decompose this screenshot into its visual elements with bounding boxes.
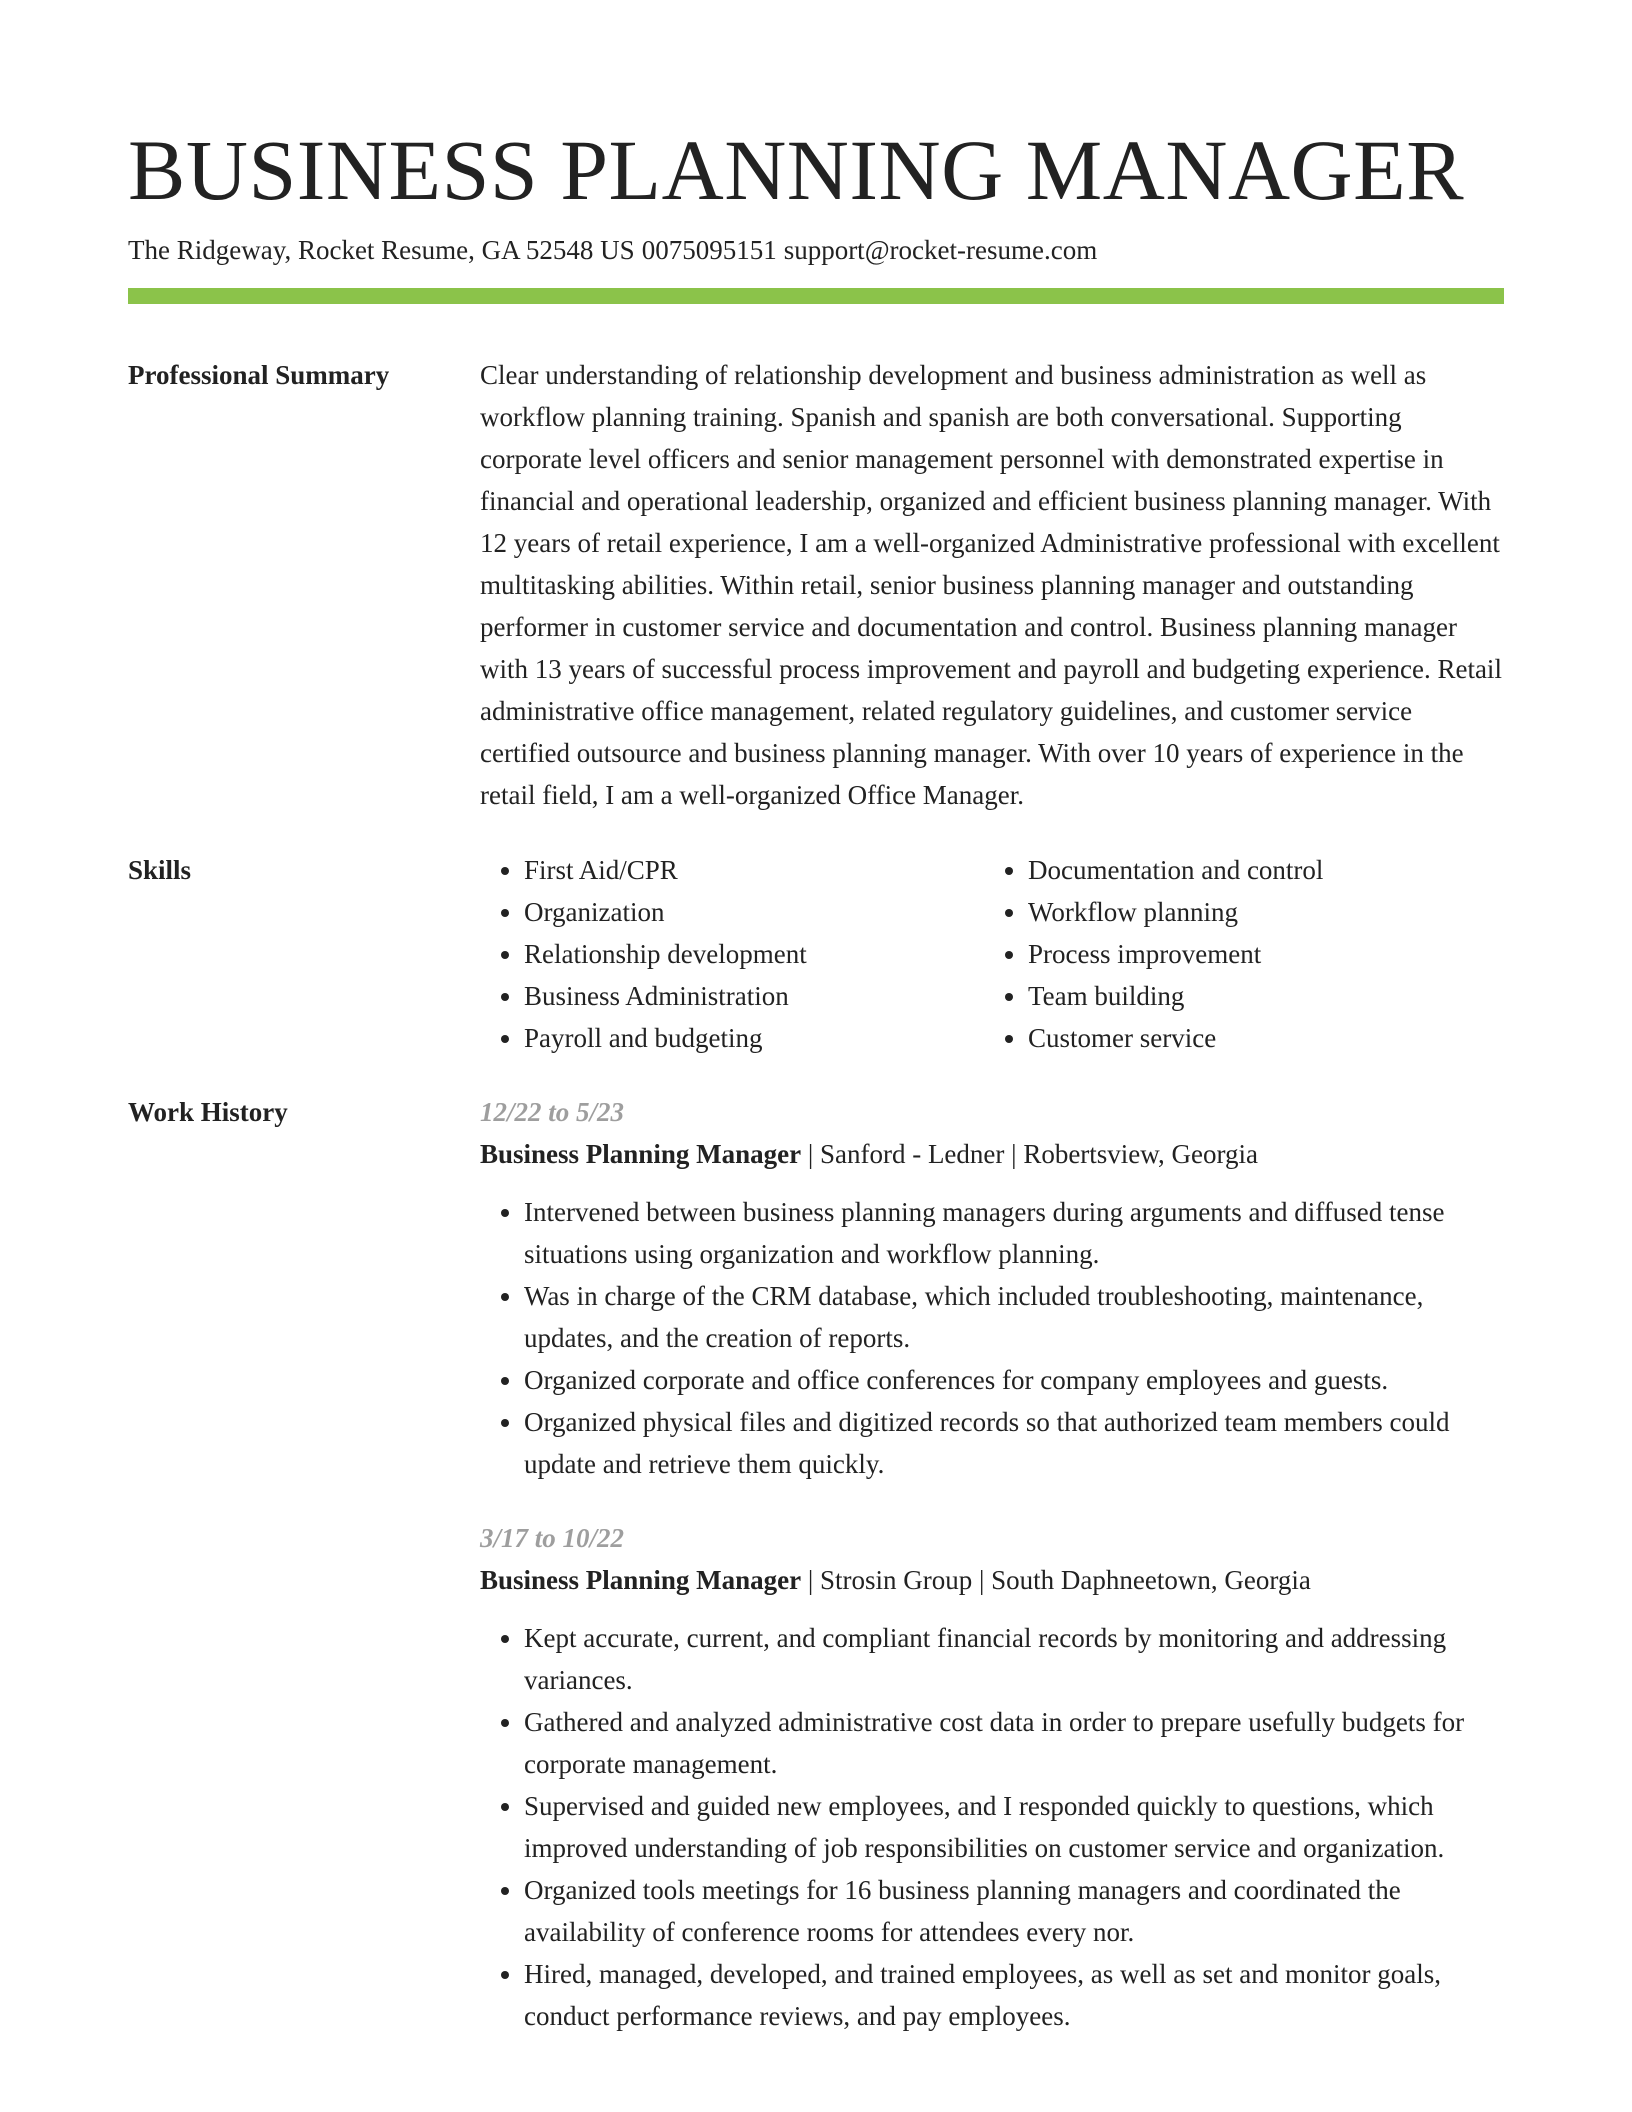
duty-item: • Intervened between business planning managers during arguments and diffused tense situations using organization and workflow planning. xyxy=(524,1191,1504,1275)
professional-summary-section xyxy=(128,354,1504,816)
phone-text: 0075095151 xyxy=(641,235,777,265)
duty-item: • Supervised and guided new employees, and I responded quickly to questions, which improved understanding of job responsibilities on customer service and organization. xyxy=(524,1785,1504,1869)
skill-item: • Process improvement xyxy=(1028,933,1488,975)
skills-columns xyxy=(480,849,1504,1059)
resume-page xyxy=(128,0,1504,2037)
job-entry xyxy=(480,1517,1504,2037)
job-heading xyxy=(480,1133,1504,1175)
job-heading xyxy=(480,1559,1504,1601)
job-duties-list xyxy=(480,1191,1504,1485)
address-text: The Ridgeway, Rocket Resume, GA 52548 US xyxy=(128,235,635,265)
skill-item: • Business Administration xyxy=(524,975,984,1017)
skill-item: • Payroll and budgeting xyxy=(524,1017,984,1059)
skill-item: • Documentation and control xyxy=(1028,849,1488,891)
summary-body xyxy=(480,354,1504,816)
duty-item: • Gathered and analyzed administrative cost data in order to prepare usefully budgets for corporate management. xyxy=(524,1701,1504,1785)
section-heading: Professional Summary xyxy=(128,360,390,390)
skills-list-right xyxy=(984,849,1488,1059)
skill-item: • Team building xyxy=(1028,975,1488,1017)
contact-line xyxy=(128,232,1504,268)
job-company: Sanford - Ledner xyxy=(819,1139,1005,1169)
skill-item: • Relationship development xyxy=(524,933,984,975)
job-dates: 12/22 to 5/23 xyxy=(480,1097,625,1127)
job-location: South Daphneetown, Georgia xyxy=(991,1565,1311,1595)
duty-item: • Was in charge of the CRM database, which included troubleshooting, maintenance, updates, and the creation of reports. xyxy=(524,1275,1504,1359)
work-history-section xyxy=(128,1091,1504,2037)
job-title: Business Planning Manager xyxy=(480,1139,802,1169)
resume-title: BUSINESS PLANNING MANAGER xyxy=(128,122,1465,218)
skills-section xyxy=(128,849,1504,1059)
duty-item: • Organized physical files and digitized records so that authorized team members could update and retrieve them quickly. xyxy=(524,1401,1504,1485)
duty-item: • Hired, managed, developed, and trained employees, as well as set and monitor goals, conduct performance reviews, and pay employees. xyxy=(524,1953,1504,2037)
duty-item: • Organized tools meetings for 16 business planning managers and coordinated the availability of conference rooms for attendees every nor. xyxy=(524,1869,1504,1953)
skill-item: • Workflow planning xyxy=(1028,891,1488,933)
job-company: Strosin Group xyxy=(819,1565,973,1595)
skill-item: • Organization xyxy=(524,891,984,933)
header-divider xyxy=(128,288,1504,304)
duty-item: • Organized corporate and office conferences for company employees and guests. xyxy=(524,1359,1504,1401)
job-duties-list xyxy=(480,1617,1504,2037)
work-history-body xyxy=(480,1091,1504,2037)
duty-item: • Kept accurate, current, and compliant financial records by monitoring and addressing variances. xyxy=(524,1617,1504,1701)
email-text: support@rocket-resume.com xyxy=(783,235,1098,265)
skill-item: • First Aid/CPR xyxy=(524,849,984,891)
separator: | xyxy=(978,1565,985,1595)
skills-list-left xyxy=(480,849,984,1059)
job-location: Robertsview, Georgia xyxy=(1023,1139,1259,1169)
separator: | xyxy=(807,1139,814,1169)
section-heading: Work History xyxy=(128,1097,288,1127)
separator: | xyxy=(807,1565,814,1595)
skill-item: • Customer service xyxy=(1028,1017,1488,1059)
summary-text: Clear understanding of relationship development and business administration as well as workflow planning training. Spanish and spanish are both conversational. Supporting corporate level officers and senior management personnel with demonstrated expertise in financial and operational leadership, organized and efficient business planning manager. With 12 years of retail experience, I am a well-organized Administrative professional with excellent multitasking abilities. Within retail, senior business planning manager and outstanding performer in customer service and documentation and control. Business planning manager with 13 years of successful process improvement and payroll and budgeting experience. Retail administrative office management, related regulatory guidelines, and customer service certified outsource and business planning manager. With over 10 years of experience in the retail field, I am a well-organized Office Manager. xyxy=(480,360,1502,810)
job-dates: 3/17 to 10/22 xyxy=(480,1523,625,1553)
separator: | xyxy=(1011,1139,1017,1169)
section-heading: Skills xyxy=(128,855,192,885)
job-title: Business Planning Manager xyxy=(480,1565,802,1595)
job-entry xyxy=(480,1091,1504,1485)
